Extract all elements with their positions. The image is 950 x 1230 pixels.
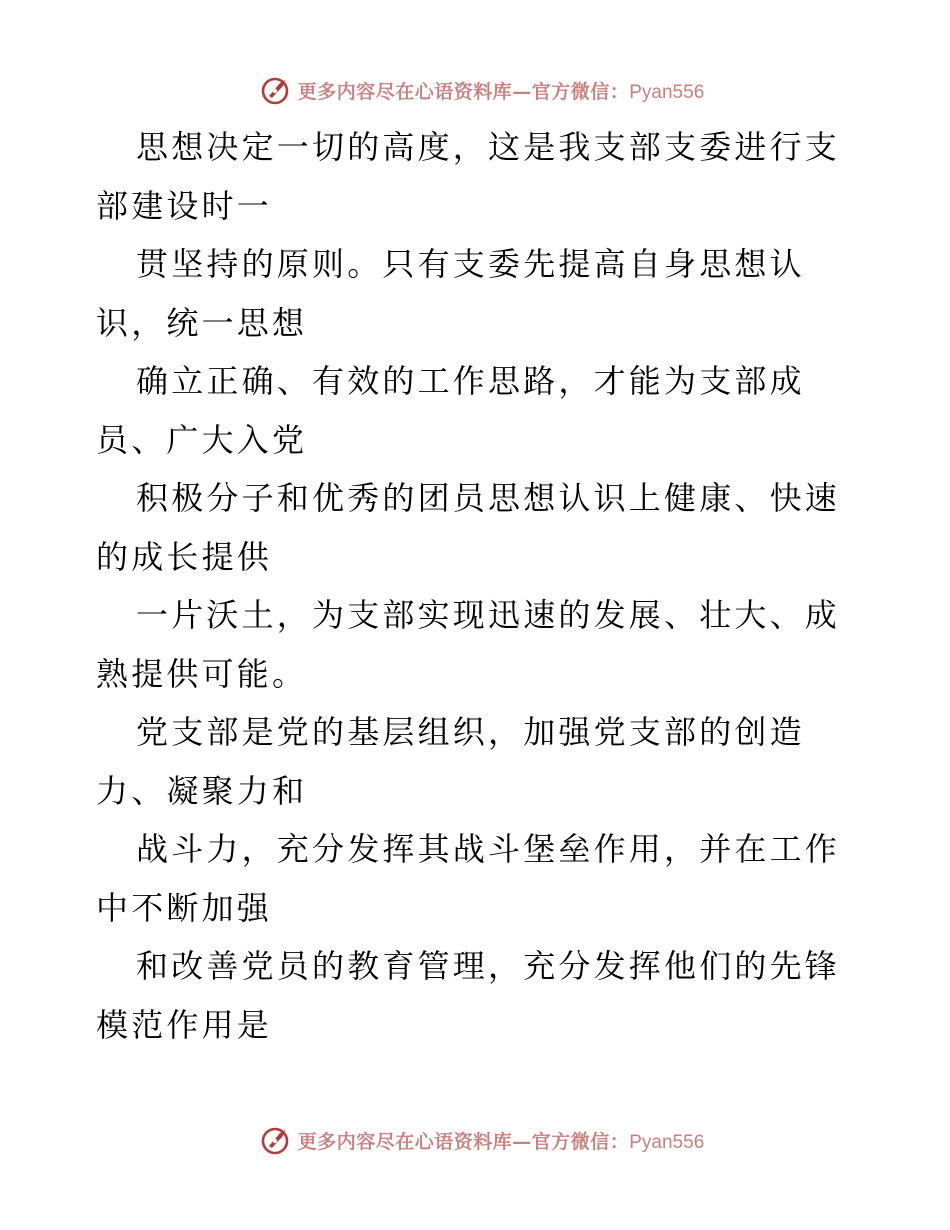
paragraph (96, 586, 856, 703)
text-line: 积极分子和优秀的团员思想认识上健康、快速的成长提供 (96, 479, 841, 576)
pen-nib-logo-icon (260, 1124, 292, 1156)
text-line: 贯坚持的原则。只有支委先提高自身思想认识，统一思想 (96, 245, 805, 342)
header-watermark (0, 70, 950, 110)
watermark-text: 更多内容尽在心语资料库—官方微信：Pyan556 (297, 80, 705, 103)
pen-nib-logo-icon (260, 74, 292, 106)
text-line: 思想决定一切的高度，这是我支部支委进行支部建设时一 (96, 128, 841, 225)
text-line: 一片沃土，为支部实现迅速的发展、壮大、成熟提供可能。 (96, 596, 841, 693)
paragraph (96, 820, 856, 937)
paragraph (96, 352, 856, 469)
text-line: 和改善党员的教育管理，充分发挥他们的先锋模范作用是 (96, 947, 841, 1044)
document-body (96, 118, 856, 1054)
watermark-text: 更多内容尽在心语资料库—官方微信：Pyan556 (297, 1130, 705, 1153)
paragraph (96, 703, 856, 820)
text-line: 党支部是党的基层组织，加强党支部的创造力、凝聚力和 (96, 713, 805, 810)
text-line: 确立正确、有效的工作思路，才能为支部成员、广大入党 (96, 362, 805, 459)
paragraph (96, 469, 856, 586)
text-line: 战斗力，充分发挥其战斗堡垒作用，并在工作中不断加强 (96, 830, 841, 927)
footer-watermark (0, 1120, 950, 1160)
paragraph (96, 235, 856, 352)
paragraph (96, 937, 856, 1054)
watermark-wechat-id: Pyan556 (629, 81, 705, 103)
watermark-wechat-id: Pyan556 (629, 1131, 705, 1153)
paragraph (96, 118, 856, 235)
